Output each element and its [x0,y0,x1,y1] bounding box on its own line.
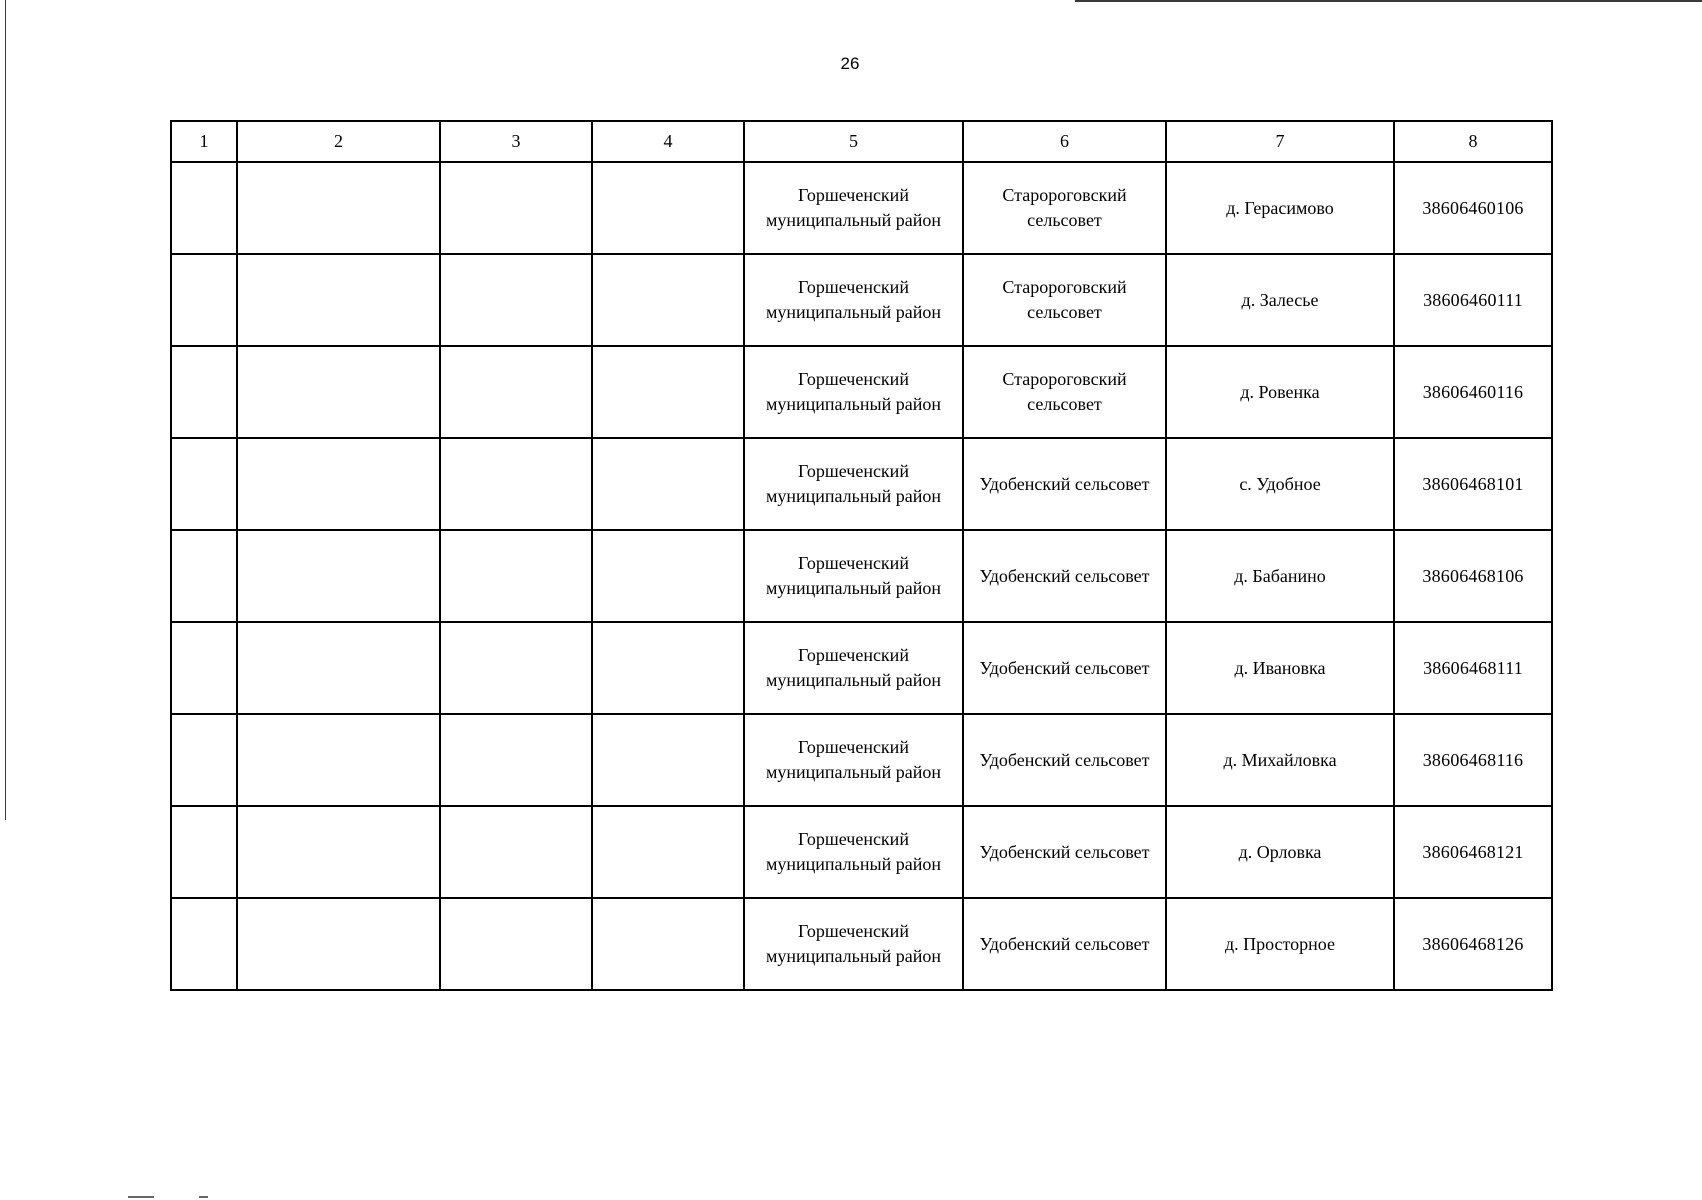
table-cell [171,806,237,898]
district-cell: Горшеченский муниципальный район [744,898,963,990]
table-row [171,438,1552,530]
table-cell [440,254,592,346]
column-number-6: 6 [963,121,1166,162]
column-number-3: 3 [440,121,592,162]
district-cell: Горшеченский муниципальный район [744,438,963,530]
table-cell [171,254,237,346]
table-row [171,346,1552,438]
settlement-cell: д. Просторное [1166,898,1394,990]
table-cell [440,898,592,990]
okato-code-cell: 38606468126 [1394,898,1552,990]
settlement-cell: д. Залесье [1166,254,1394,346]
column-number-4: 4 [592,121,744,162]
table-cell [440,438,592,530]
table-cell [440,806,592,898]
council-cell: Старороговский сельсовет [963,346,1166,438]
column-number-2: 2 [237,121,440,162]
table-cell [592,806,744,898]
page-number: 26 [840,54,860,73]
table-cell [237,714,440,806]
table-cell [592,254,744,346]
table-cell [171,622,237,714]
scan-mark [128,1196,154,1198]
council-cell: Старороговский сельсовет [963,162,1166,254]
council-cell: Старороговский сельсовет [963,254,1166,346]
district-cell: Горшеченский муниципальный район [744,254,963,346]
settlement-cell: д. Бабанино [1166,530,1394,622]
district-cell: Горшеченский муниципальный район [744,346,963,438]
district-cell: Горшеченский муниципальный район [744,622,963,714]
table-cell [237,254,440,346]
table-cell [237,806,440,898]
table-cell [592,346,744,438]
district-cell: Горшеченский муниципальный район [744,530,963,622]
register-table [170,120,1553,991]
scan-mark [199,1196,208,1198]
table-row [171,898,1552,990]
table-cell [592,530,744,622]
table-cell [237,438,440,530]
table-cell [171,714,237,806]
scan-edge-left [5,0,6,820]
table-cell [440,622,592,714]
table-cell [237,162,440,254]
column-number-8: 8 [1394,121,1552,162]
table-cell [171,898,237,990]
council-cell: Удобенский сельсовет [963,530,1166,622]
settlement-cell: д. Ивановка [1166,622,1394,714]
settlement-cell: д. Михайловка [1166,714,1394,806]
okato-code-cell: 38606468101 [1394,438,1552,530]
table-cell [171,162,237,254]
table-cell [592,162,744,254]
table-row [171,254,1552,346]
table-row [171,714,1552,806]
settlement-cell: д. Орловка [1166,806,1394,898]
scan-edge-top [1075,0,1702,2]
district-cell: Горшеченский муниципальный район [744,714,963,806]
table-cell [237,346,440,438]
settlement-cell: с. Удобное [1166,438,1394,530]
column-number-row [171,121,1552,162]
council-cell: Удобенский сельсовет [963,438,1166,530]
district-cell: Горшеченский муниципальный район [744,162,963,254]
column-number-1: 1 [171,121,237,162]
table-row [171,162,1552,254]
okato-code-cell: 38606460111 [1394,254,1552,346]
table-cell [171,438,237,530]
council-cell: Удобенский сельсовет [963,622,1166,714]
table-cell [592,438,744,530]
settlement-cell: д. Герасимово [1166,162,1394,254]
table-cell [237,898,440,990]
okato-code-cell: 38606460106 [1394,162,1552,254]
table-cell [592,622,744,714]
council-cell: Удобенский сельсовет [963,898,1166,990]
settlement-cell: д. Ровенка [1166,346,1394,438]
okato-code-cell: 38606468121 [1394,806,1552,898]
table-cell [440,162,592,254]
table-cell [440,714,592,806]
table-cell [592,714,744,806]
table-row [171,622,1552,714]
table-cell [592,898,744,990]
table-cell [237,622,440,714]
table-cell [237,530,440,622]
district-cell: Горшеченский муниципальный район [744,806,963,898]
table-cell [171,346,237,438]
council-cell: Удобенский сельсовет [963,806,1166,898]
table-cell [440,530,592,622]
table-cell [171,530,237,622]
column-number-7: 7 [1166,121,1394,162]
okato-code-cell: 38606468116 [1394,714,1552,806]
council-cell: Удобенский сельсовет [963,714,1166,806]
table-cell [440,346,592,438]
table-row [171,806,1552,898]
okato-code-cell: 38606468106 [1394,530,1552,622]
column-number-5: 5 [744,121,963,162]
okato-code-cell: 38606468111 [1394,622,1552,714]
table-row [171,530,1552,622]
okato-code-cell: 38606460116 [1394,346,1552,438]
